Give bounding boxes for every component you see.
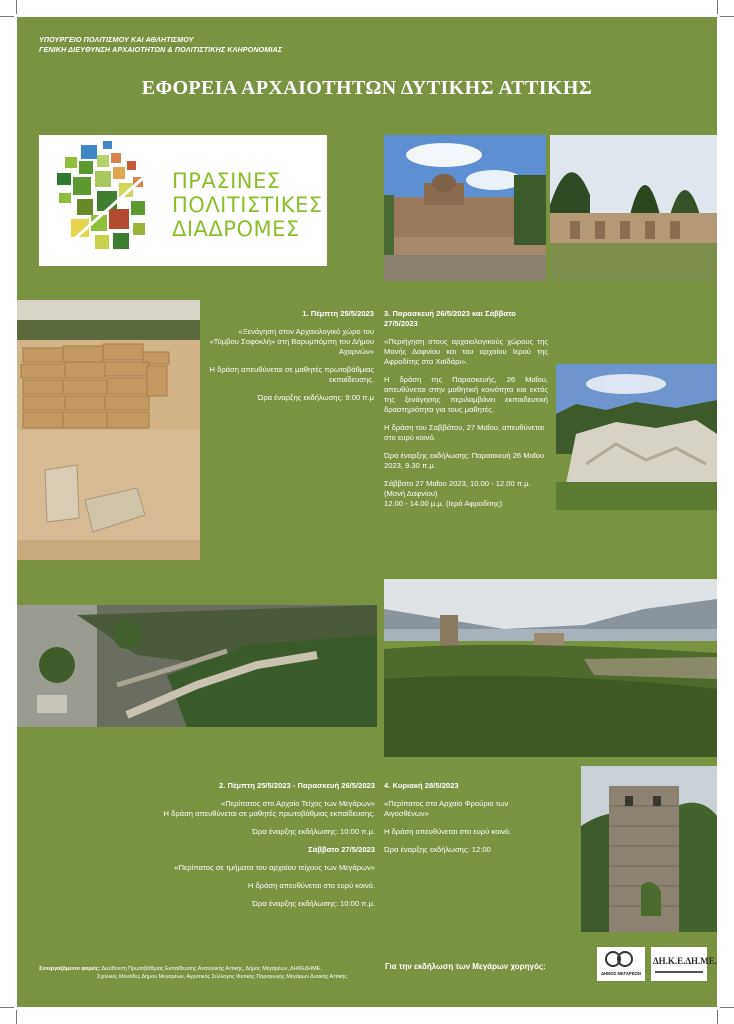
event-2-audience: Η δράση απευθύνεται σε μαθητές πρωτοβάθμιας εκπαίδευσης. — [163, 809, 375, 818]
green-routes-logo — [39, 135, 327, 266]
event-2-heading: 2. Πέμπτη 25/5/2023 - Παρασκευή 26/5/2023 — [219, 781, 375, 790]
event-2-time: Ώρα έναρξης εκδήλωσης: 10:00 π.μ. — [252, 827, 375, 836]
event-3-heading-1: 3. Παρασκευή 26/5/2023 και Σάββατο — [384, 309, 516, 318]
event-4-audience: Η δράση απευθύνεται στο ευρύ κοινό. — [384, 827, 512, 836]
sponsor-text: Για την εκδήλωση των Μεγάρων χορηγός: — [385, 962, 546, 971]
event-2-description: «Περίπατος στο Αρχαίο Τείχος των Μεγάρων» — [221, 799, 375, 808]
daphni-monastery-photo — [384, 135, 546, 281]
event-3-heading-2: 27/5/2023 — [384, 319, 418, 328]
event-1-time: Ώρα έναρξης εκδήλωσης: 9:00 π.μ — [257, 393, 374, 402]
poster — [17, 17, 717, 1007]
event-4-description: «Περίπατος στο Αρχαίο Φρούριο των Αιγοσθένων» — [384, 799, 509, 818]
event-2-saturday-description: «Περίπατος σε τμήματα του αρχαίου τείχους των Μεγάρων» — [174, 863, 375, 872]
event-3-description: «Περιήγηση στους αρχαιολογικούς χώρους της Μονής Δαφνίου και του αρχαίου Ιερού της Αφροδίτης στο Χαϊδάρι». — [384, 337, 548, 366]
megara-municipality-logo — [597, 947, 645, 981]
crop-mark — [717, 1010, 718, 1024]
event-4 — [384, 781, 544, 855]
logo-diagonal-line — [57, 165, 157, 255]
logo-line-2: ΠΟΛΙΤΙΣΤΙΚΕΣ — [172, 193, 323, 217]
megara-logo-caption: ΔΗΜΟΣ ΜΕΓΑΡΕΩΝ — [601, 971, 641, 976]
event-2-saturday-heading: Σάββατο 27/5/2023 — [308, 845, 375, 854]
event-3-time-saturday-1: Σάββατο 27 Μαΐου 2023, 10.00 - 12.00 π.μ. — [384, 479, 531, 488]
crop-mark — [0, 1007, 14, 1008]
rocky-hill-photo — [556, 364, 717, 510]
event-2-saturday-time: Ώρα έναρξης εκδήλωσης: 10:00 π.μ. — [252, 899, 375, 908]
event-1-heading: 1. Πέμπτη 25/5/2023 — [302, 309, 374, 318]
event-4-heading: 4. Κυριακή 28/5/2023 — [384, 781, 459, 790]
event-2-saturday-audience: Η δράση απευθύνεται στο ευρύ κοινό. — [247, 881, 375, 890]
event-4-time: Ώρα έναρξης εκδήλωσης: 12:00 — [384, 845, 491, 854]
tomb-of-sophocles-photo — [17, 300, 200, 560]
event-3-time-saturday-3: 12.00 - 14.00 μ.μ. (Ιερό Αφροδίτης) — [384, 499, 503, 508]
crop-mark — [720, 1007, 734, 1008]
partners-label: Συνεργαζόμενοι φορείς: — [39, 966, 101, 972]
partners-line-1: Διεύθυνση Πρωτοβάθμιας Εκπαίδευσης Ανατολικής Αττικής, Δήμος Μεγαρέων, ΔΗΚΕΔΗΜΕ, — [100, 966, 322, 972]
event-3-time-friday: Ώρα έναρξης εκδήλωσης: Παρασκευή 26 Μαΐου 2023, 9.30 π.μ. — [384, 451, 545, 470]
directorate-line: ΓΕΝΙΚΗ ΔΙΕΥΘΥΝΣΗ ΑΡΧΑΙΟΤΗΤΩΝ & ΠΟΛΙΤΙΣΤΙΚΗΣ ΚΛΗΡΟΝΟΜΙΑΣ — [39, 45, 283, 54]
partners-line-2: Σχολικές Μονάδες Δήμου Μεγαρέων, Αγροτικός Σύλλογος Φυτικής Παραγωγής Μεγάρων Δυτικής Αττικής. — [97, 974, 349, 980]
crop-mark — [720, 16, 734, 17]
crop-mark — [0, 16, 14, 17]
dikedime-logo — [651, 947, 717, 981]
event-1 — [207, 309, 374, 403]
page-title: ΕΦΟΡΕΙΑ ΑΡΧΑΙΟΤΗΤΩΝ ΔΥΤΙΚΗΣ ΑΤΤΙΚΗΣ — [141, 77, 593, 99]
event-3-saturday-info: Η δράση του Σαββάτου, 27 Μαΐου, απευθύνεται στο ευρύ κοινό. — [384, 423, 544, 442]
event-2 — [137, 781, 375, 909]
logo-line-3: ΔΙΑΔΡΟΜΕΣ — [172, 217, 300, 241]
dikedime-logo-text: ΔΗ.Κ.Ε.ΔΗ.ΜΕ. — [653, 956, 717, 966]
event-3-friday-info: Η δράση της Παρασκευής, 26 Μαΐου, απευθύνεται στην μαθητική κοινότητα και εκτός της ξενάγησης περιλαμβάνει εκπαιδευτική δραστηριότητα για τους μαθητές. — [384, 375, 548, 414]
event-1-audience: Η δράση απευθύνεται σε μαθητές πρωτοβάθμιας εκπαίδευσης. — [209, 365, 374, 384]
partners-block — [39, 965, 379, 981]
sanctuary-trees-photo — [550, 135, 717, 281]
event-3 — [384, 309, 548, 509]
crop-mark — [16, 0, 17, 14]
crop-mark — [16, 1010, 17, 1024]
event-1-description: «Ξενάγηση στον Αρχαιολογικό χώρο του «Τύμβου Σοφοκλή» στη Βαρυμπόμπη του Δήμου Αχαρνών» — [209, 327, 374, 356]
aigosthena-landscape-photo — [384, 579, 717, 757]
crop-mark — [717, 0, 718, 14]
aigosthena-tower-photo — [581, 766, 717, 932]
logo-line-1: ΠΡΑΣΙΝΕΣ — [172, 169, 281, 193]
megara-wall-aerial-photo — [17, 605, 377, 727]
ministry-line: ΥΠΟΥΡΓΕΙΟ ΠΟΛΙΤΙΣΜΟΥ ΚΑΙ ΑΘΛΗΤΙΣΜΟΥ — [39, 35, 194, 44]
event-3-time-saturday-2: (Μονή Δαφνίου) — [384, 489, 438, 498]
megara-emblem-icon — [597, 947, 645, 971]
